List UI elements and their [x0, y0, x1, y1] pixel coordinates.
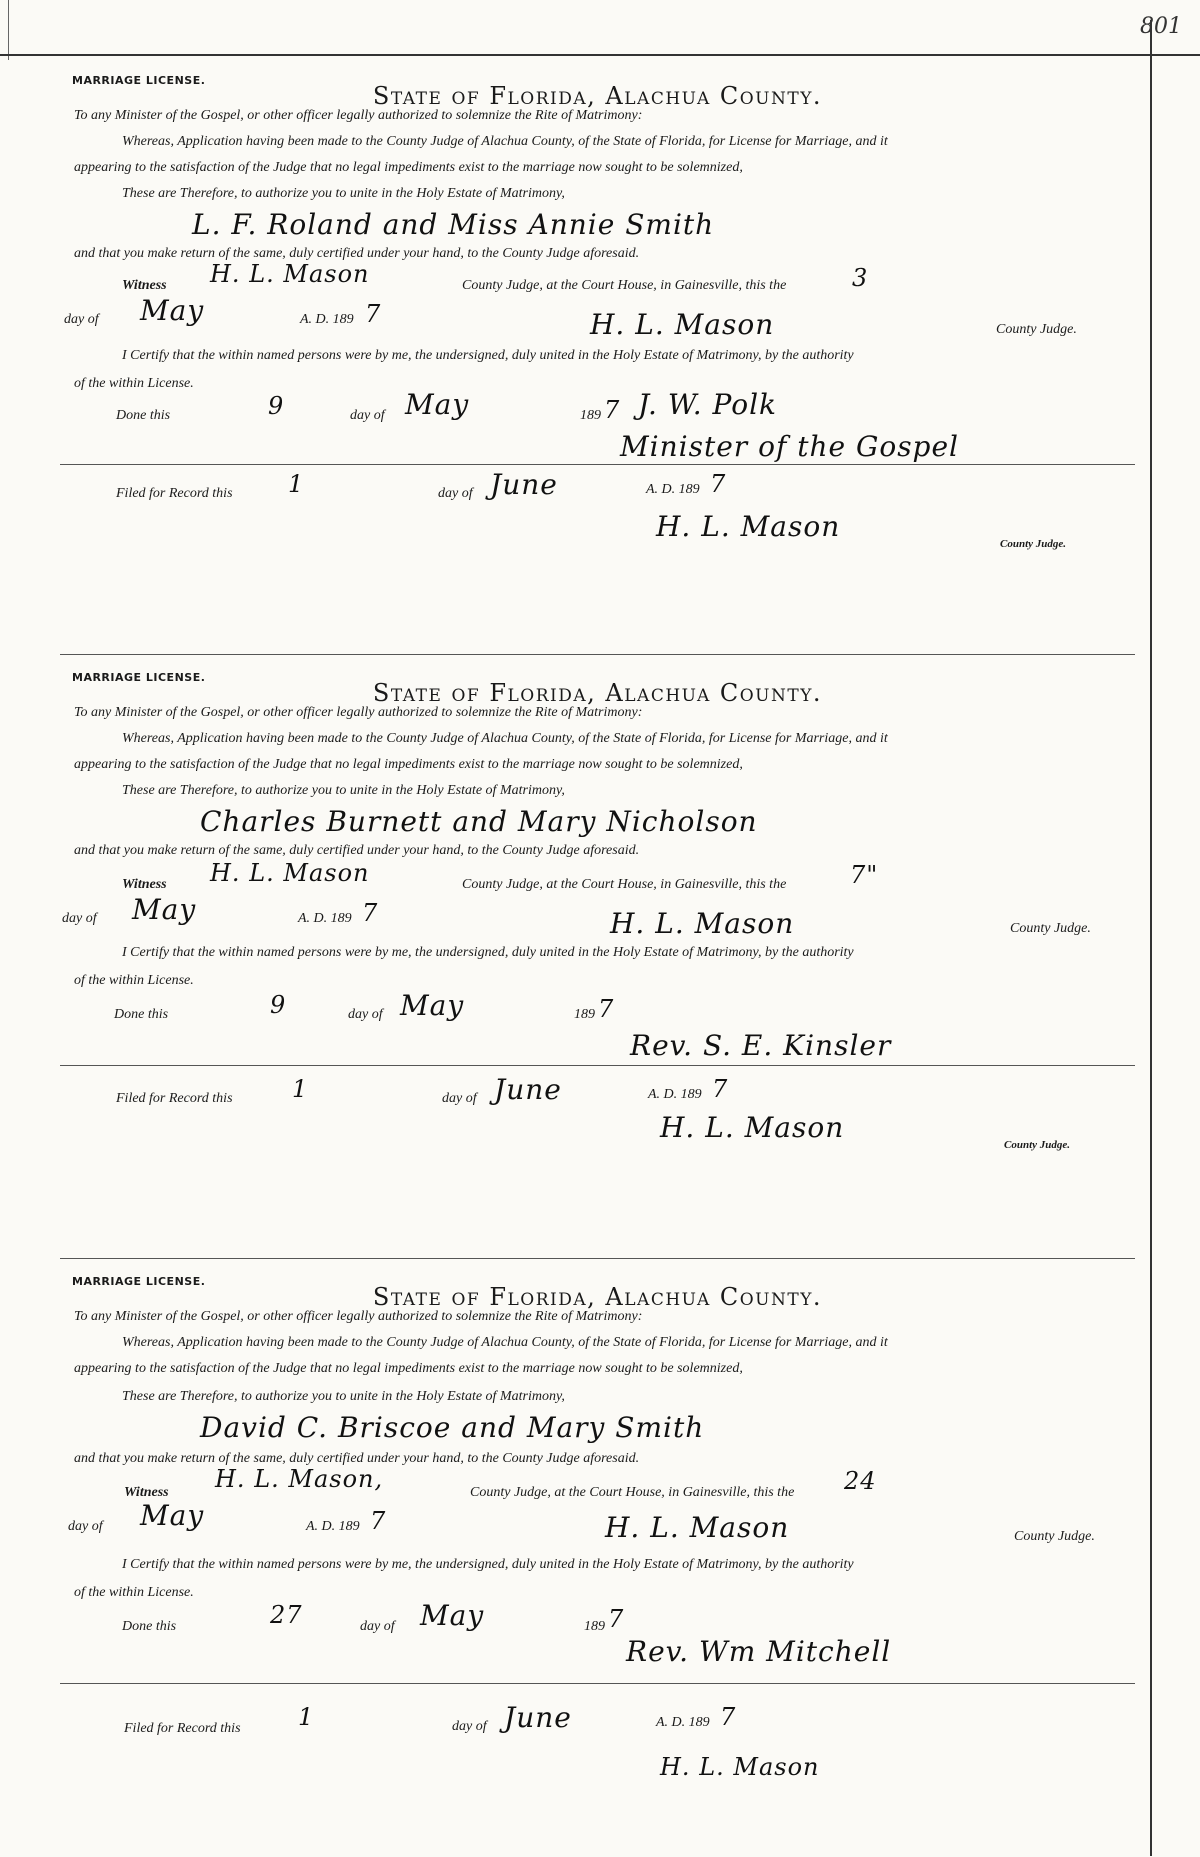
done-label: Done this — [116, 408, 171, 423]
done-label: Done this — [122, 1619, 177, 1634]
done-day: 9 — [268, 392, 285, 420]
done-year: 189 — [574, 1007, 595, 1022]
marriage-license-2 — [60, 654, 1135, 1245]
officiant-title: Minister of the Gospel — [620, 430, 960, 463]
filed-label: Filed for Record this — [124, 1721, 241, 1736]
done-month: May — [405, 388, 470, 421]
certify-line-2: of the within License. — [74, 1585, 194, 1600]
done-year: 189 — [580, 408, 601, 423]
therefore-line: These are Therefore, to authorize you to unite in the Holy Estate of Matrimony, — [122, 186, 565, 201]
marriage-license-3 — [60, 1258, 1135, 1857]
certify-line-1: I Certify that the within named persons were by me, the undersigned, duly united in the Holy Estate of Matrimony, by the authority — [122, 1557, 854, 1572]
return-line: and that you make return of the same, duly certified under your hand, to the County Judge aforesaid. — [74, 246, 640, 261]
filed-month: June — [494, 1073, 562, 1106]
whereas-line-1: Whereas, Application having been made to the County Judge of Alachua County, of the State of Florida, for License for Marriage, and it — [122, 1335, 888, 1350]
license-header: MARRIAGE LICENSE. — [72, 671, 206, 684]
issue-month: May — [132, 893, 197, 926]
filed-ad: A. D. 189 — [648, 1087, 702, 1102]
license-title: State of Florida, Alachua County. — [372, 679, 823, 707]
certify-line-1: I Certify that the within named persons were by me, the undersigned, duly united in the Holy Estate of Matrimony, by the authority — [122, 348, 854, 363]
county-judge-label: County Judge. — [1014, 1529, 1095, 1544]
filed-month: June — [504, 1701, 572, 1734]
filed-signature: H. L. Mason — [656, 510, 841, 543]
witness-signature: H. L. Mason — [210, 260, 370, 288]
issue-day: 7" — [850, 861, 879, 889]
judge-signature: H. L. Mason — [610, 907, 795, 940]
top-rule — [0, 54, 1200, 56]
witness-signature: H. L. Mason — [210, 859, 370, 887]
return-line: and that you make return of the same, duly certified under your hand, to the County Judge aforesaid. — [74, 1451, 640, 1466]
filed-ad: A. D. 189 — [656, 1715, 710, 1730]
day-of-label: day of — [68, 1519, 103, 1534]
certify-line-2: of the within License. — [74, 376, 194, 391]
filed-year-digit: 7 — [710, 470, 727, 498]
done-year-digit: 7 — [608, 1605, 625, 1633]
ad-label: A. D. 189 — [298, 911, 352, 926]
done-year-digit: 7 — [604, 396, 621, 424]
whereas-line-2: appearing to the satisfaction of the Judge that no legal impediments exist to the marriage now sought to be solemnized, — [74, 1361, 743, 1376]
officiant-signature: J. W. Polk — [638, 388, 778, 421]
filed-year-digit: 7 — [720, 1703, 737, 1731]
license-header: MARRIAGE LICENSE. — [72, 1275, 206, 1288]
license-title: State of Florida, Alachua County. — [372, 1283, 823, 1311]
whereas-line-1: Whereas, Application having been made to the County Judge of Alachua County, of the State of Florida, for License for Marriage, and it — [122, 134, 888, 149]
done-month: May — [420, 1599, 485, 1632]
section-rule — [60, 1683, 1135, 1684]
filed-month: June — [490, 468, 558, 501]
filed-day-of: day of — [452, 1719, 487, 1734]
witness-label: Witness — [122, 877, 167, 892]
officiant-signature: Rev. S. E. Kinsler — [630, 1029, 892, 1062]
whereas-line-2: appearing to the satisfaction of the Judge that no legal impediments exist to the marriage now sought to be solemnized, — [74, 160, 743, 175]
witness-label: Witness — [124, 1485, 169, 1500]
return-line: and that you make return of the same, duly certified under your hand, to the County Judge aforesaid. — [74, 843, 640, 858]
issue-year-digit: 7 — [362, 899, 379, 927]
issue-month: May — [140, 1499, 205, 1532]
court-text: County Judge, at the Court House, in Gainesville, this the — [462, 278, 787, 293]
ad-label: A. D. 189 — [300, 312, 354, 327]
ad-label: A. D. 189 — [306, 1519, 360, 1534]
done-day: 27 — [270, 1601, 303, 1629]
done-year-digit: 7 — [598, 995, 615, 1023]
couple-names: Charles Burnett and Mary Nicholson — [200, 805, 758, 838]
filed-day-of: day of — [438, 486, 473, 501]
address-line: To any Minister of the Gospel, or other officer legally authorized to solemnize the Rite of Matrimony: — [74, 108, 643, 123]
witness-label: Witness — [122, 278, 167, 293]
done-day: 9 — [270, 991, 287, 1019]
section-rule — [60, 464, 1135, 465]
done-day-of: day of — [360, 1619, 395, 1634]
couple-names: L. F. Roland and Miss Annie Smith — [192, 208, 715, 241]
margin-line — [8, 0, 9, 60]
right-rule — [1150, 20, 1152, 1856]
done-year: 189 — [584, 1619, 605, 1634]
issue-year-digit: 7 — [365, 300, 382, 328]
filed-day-of: day of — [442, 1091, 477, 1106]
license-header: MARRIAGE LICENSE. — [72, 74, 206, 87]
couple-names: David C. Briscoe and Mary Smith — [200, 1411, 705, 1444]
therefore-line: These are Therefore, to authorize you to unite in the Holy Estate of Matrimony, — [122, 1389, 565, 1404]
license-title: State of Florida, Alachua County. — [372, 82, 823, 110]
county-judge-label: County Judge. — [996, 322, 1077, 337]
filed-day: 1 — [288, 470, 305, 498]
filed-county-judge-label: County Judge. — [1004, 1139, 1071, 1151]
court-text: County Judge, at the Court House, in Gainesville, this the — [470, 1485, 795, 1500]
filed-ad: A. D. 189 — [646, 482, 700, 497]
whereas-line-2: appearing to the satisfaction of the Judge that no legal impediments exist to the marriage now sought to be solemnized, — [74, 757, 743, 772]
done-day-of: day of — [350, 408, 385, 423]
issue-day: 24 — [844, 1467, 877, 1495]
address-line: To any Minister of the Gospel, or other officer legally authorized to solemnize the Rite of Matrimony: — [74, 705, 643, 720]
filed-day: 1 — [298, 1703, 315, 1731]
section-rule — [60, 1065, 1135, 1066]
certify-line-1: I Certify that the within named persons were by me, the undersigned, duly united in the Holy Estate of Matrimony, by the authority — [122, 945, 854, 960]
filed-label: Filed for Record this — [116, 486, 233, 501]
address-line: To any Minister of the Gospel, or other officer legally authorized to solemnize the Rite of Matrimony: — [74, 1309, 643, 1324]
certify-line-2: of the within License. — [74, 973, 194, 988]
county-judge-label: County Judge. — [1010, 921, 1091, 936]
page-number: 801 — [1140, 14, 1182, 39]
done-day-of: day of — [348, 1007, 383, 1022]
filed-year-digit: 7 — [712, 1075, 729, 1103]
filed-label: Filed for Record this — [116, 1091, 233, 1106]
officiant-signature: Rev. Wm Mitchell — [626, 1635, 892, 1668]
filed-signature: H. L. Mason — [660, 1111, 845, 1144]
day-of-label: day of — [64, 312, 99, 327]
done-month: May — [400, 989, 465, 1022]
issue-year-digit: 7 — [370, 1507, 387, 1535]
court-text: County Judge, at the Court House, in Gainesville, this the — [462, 877, 787, 892]
marriage-license-1 — [60, 58, 1135, 648]
judge-signature: H. L. Mason — [605, 1511, 790, 1544]
therefore-line: These are Therefore, to authorize you to unite in the Holy Estate of Matrimony, — [122, 783, 565, 798]
done-label: Done this — [114, 1007, 169, 1022]
filed-day: 1 — [292, 1075, 309, 1103]
filed-signature: H. L. Mason — [660, 1753, 820, 1781]
day-of-label: day of — [62, 911, 97, 926]
witness-signature: H. L. Mason, — [215, 1465, 384, 1493]
filed-county-judge-label: County Judge. — [1000, 538, 1067, 550]
issue-month: May — [140, 294, 205, 327]
issue-day: 3 — [852, 264, 869, 292]
judge-signature: H. L. Mason — [590, 308, 775, 341]
whereas-line-1: Whereas, Application having been made to the County Judge of Alachua County, of the State of Florida, for License for Marriage, and it — [122, 731, 888, 746]
